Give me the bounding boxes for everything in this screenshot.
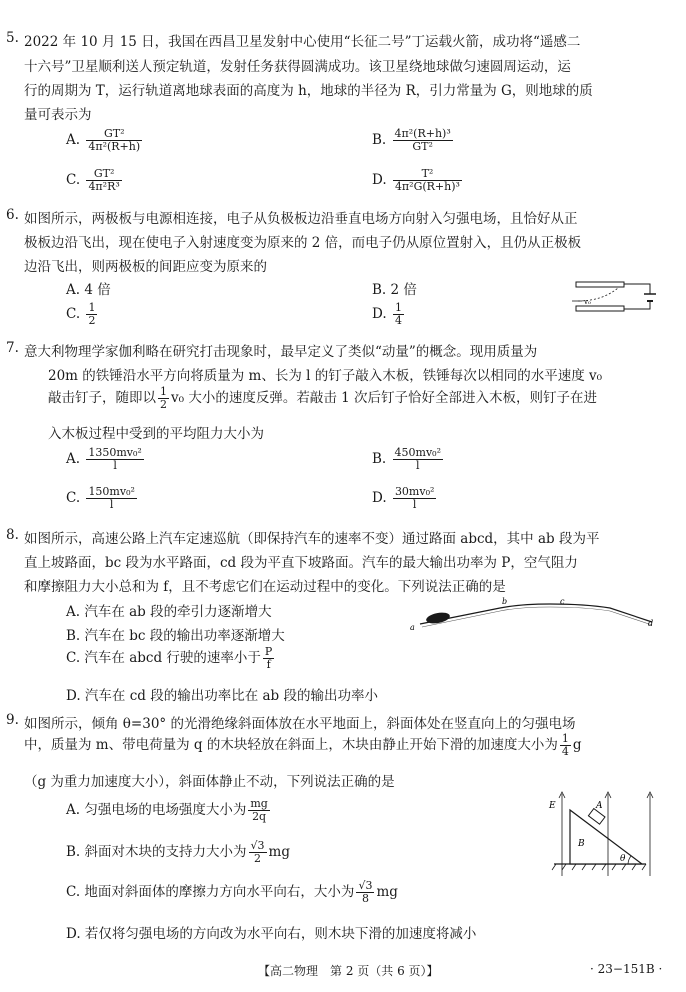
q6-option-a: A. 4 倍 bbox=[66, 282, 111, 298]
q5-option-a bbox=[66, 128, 144, 153]
page-footer: 【高二物理 第 2 页（共 6 页）】 bbox=[258, 964, 439, 978]
q9-option-a: A. 匀强电场的电场强度大小为 $\frac{mg}{2q}$ bbox=[66, 797, 268, 823]
car-icon bbox=[425, 611, 450, 625]
q9-option-b: B. 斜面对木块的支持力大小为 $\frac{√3}{2}$ mg bbox=[66, 839, 290, 865]
q5-number: 5. bbox=[6, 30, 19, 46]
label-c: c bbox=[560, 597, 565, 606]
q8-option-c: C. 汽车在 abcd 行驶的速率小于 $\frac{P}{f}$ bbox=[66, 645, 273, 671]
q9-text-line1: 如图所示，倾角 θ=30° 的光滑绝缘斜面体放在水平地面上，斜面体处在竖直向上的匀强电场 bbox=[24, 716, 576, 732]
q5-option-b bbox=[372, 128, 455, 153]
fraction: $\frac{P}{f}$ bbox=[264, 645, 273, 671]
option-label: C. bbox=[66, 306, 81, 322]
q6-option-d bbox=[372, 302, 406, 327]
option-label: C. bbox=[66, 172, 81, 188]
ground-hatching bbox=[552, 864, 646, 870]
q6-option-b: B. 2 倍 bbox=[372, 282, 417, 298]
fraction: $\frac{\text{GT²}}{\text{4π²(R+h)}}$ bbox=[88, 127, 141, 153]
q6-text-line2: 极板边沿飞出，现在使电子入射速度变为原来的 2 倍，而电子仍从原位置射入，且仍从正极板 bbox=[24, 235, 582, 251]
fraction: $\frac{\text{T²}}{\text{4π²G(R+h)³}}$ bbox=[394, 167, 460, 193]
option-label: B. bbox=[372, 132, 387, 148]
label-theta: θ bbox=[620, 854, 626, 864]
fraction: $\frac{1}{2}$ bbox=[160, 385, 167, 411]
q8-text-line3: 和摩擦阻力大小总和为 f，且不考虑它们在运动过程中的变化。下列说法正确的是 bbox=[24, 579, 506, 595]
fraction: $\frac{1}{4}$ bbox=[561, 732, 569, 758]
top-plate bbox=[576, 282, 624, 287]
fraction: $\frac{√3}{2}$ bbox=[250, 839, 265, 865]
q6-text-line1: 如图所示，两极板与电源相连接，电子从负极板边沿垂直电场方向射入匀强电场，且恰好从正 bbox=[24, 211, 578, 227]
fraction: $\frac{\text{1350mv₀²}}{l}$ bbox=[88, 446, 142, 472]
q8-number: 8. bbox=[6, 527, 19, 543]
q8-option-b: B. 汽车在 bc 段的输出功率逐渐增大 bbox=[66, 628, 285, 644]
label-d: d bbox=[648, 619, 654, 628]
fraction: $\frac{1}{4}$ bbox=[394, 301, 402, 327]
fraction: $\frac{mg}{2q}$ bbox=[250, 797, 268, 823]
label-A: A bbox=[596, 801, 603, 811]
q6-option-c bbox=[66, 302, 99, 327]
q5-text-line3: 行的周期为 T，运行轨道离地球表面的高度为 h，地球的半径为 R，引力常量为 G，则地球的质 bbox=[24, 83, 593, 99]
q7-text-line4: 入木板过程中受到的平均阻力大小为 bbox=[48, 426, 264, 442]
field-arrowheads bbox=[559, 792, 653, 798]
option-label: A. bbox=[66, 132, 81, 148]
q7-text-line2: 20m 的铁锤沿水平方向将质量为 m、长为 l 的钉子敲入木板，铁锤每次以相同的水平速度 v₀ bbox=[48, 368, 603, 384]
fraction: $\frac{√3}{8}$ bbox=[358, 879, 373, 905]
q6-text-line3: 边沿飞出，则两极板的间距应变为原来的 bbox=[24, 259, 267, 275]
incline-body bbox=[570, 810, 642, 864]
label-E: E bbox=[549, 801, 556, 811]
fraction: $\frac{1}{2}$ bbox=[88, 301, 96, 327]
q6-capacitor-figure bbox=[562, 274, 662, 322]
q5-text-line4: 量可表示为 bbox=[24, 107, 92, 123]
fraction: $\frac{\text{GT²}}{\text{4π²R³}}$ bbox=[88, 167, 120, 193]
q9-option-d: D. 若仅将匀强电场的方向改为水平向右，则木块下滑的加速度将减小 bbox=[66, 926, 477, 942]
label-a: a bbox=[410, 623, 415, 632]
option-label: D. bbox=[372, 172, 387, 188]
q9-text-line2: 中，质量为 m、带电荷量为 q 的木块轻放在斜面上，木块由静止开始下滑的加速度大小为 $\frac{1}{4}$ g bbox=[24, 732, 582, 758]
q7-option-a: A. $\frac{\text{1350mv₀²}}{l}$ bbox=[66, 446, 142, 472]
label-b: b bbox=[502, 597, 508, 606]
q7-number: 7. bbox=[6, 340, 19, 356]
q7-text-line3: 敲击钉子，随即以 $\frac{1}{2}$ v₀ 大小的速度反弹。若敲击 1 次后钉子恰好全部进入木板，则钉子在进 bbox=[48, 385, 598, 411]
q5-option-d bbox=[372, 168, 464, 193]
q8-option-a: A. 汽车在 ab 段的牵引力逐渐增大 bbox=[66, 604, 272, 620]
q9-option-c: C. 地面对斜面体的摩擦力方向水平向右，大小为 $\frac{√3}{8}$ mg bbox=[66, 879, 398, 905]
q8-road-figure bbox=[410, 596, 660, 632]
q9-text-line3: （g 为重力加速度大小），斜面体静止不动，下列说法正确的是 bbox=[24, 774, 395, 790]
page-code: · 23−151B · bbox=[590, 962, 663, 976]
q9-incline-figure bbox=[546, 786, 666, 886]
q9-number: 9. bbox=[6, 712, 19, 728]
bottom-plate bbox=[576, 306, 624, 311]
q6-number: 6. bbox=[6, 207, 19, 223]
label-B: B bbox=[578, 839, 585, 849]
circuit-wire bbox=[624, 284, 650, 309]
q8-option-d: D. 汽车在 cd 段的输出功率比在 ab 段的输出功率小 bbox=[66, 688, 378, 704]
q8-text-line1: 如图所示，高速公路上汽车定速巡航（即保持汽车的速率不变）通过路面 abcd，其中 ab 段为平 bbox=[24, 531, 600, 547]
fraction: $\frac{\text{4π²(R+h)³}}{\text{GT²}}$ bbox=[394, 127, 451, 153]
fraction: $\frac{\text{30mv₀²}}{l}$ bbox=[394, 485, 435, 511]
v0-label: v₀ bbox=[584, 298, 591, 306]
q5-text-line2: 十六号”卫星顺利送人预定轨道，发射任务获得圆满成功。该卫星绕地球做匀速圆周运动，运 bbox=[24, 59, 571, 75]
q7-option-c: C. $\frac{\text{150mv₀²}}{l}$ bbox=[66, 485, 135, 511]
fraction: $\frac{\text{150mv₀²}}{l}$ bbox=[88, 485, 135, 511]
q7-text-line1: 意大利物理学家伽利略在研究打击现象时，最早定义了类似“动量”的概念。现用质量为 bbox=[24, 344, 538, 360]
q8-text-line2: 直上坡路面，bc 段为水平路面，cd 段为平直下坡路面。汽车的最大输出功率为 P，空气阻力 bbox=[24, 555, 578, 571]
fraction: $\frac{\text{450mv₀²}}{l}$ bbox=[394, 446, 441, 472]
q5-option-c bbox=[66, 168, 124, 193]
option-label: D. bbox=[372, 306, 387, 322]
q7-option-b: B. $\frac{\text{450mv₀²}}{l}$ bbox=[372, 446, 441, 472]
q7-option-d: D. $\frac{\text{30mv₀²}}{l}$ bbox=[372, 485, 435, 511]
q5-text-line1: 2022 年 10 月 15 日，我国在西昌卫星发射中心使用“长征二号”丁运载火箭，成功将“遥感二 bbox=[24, 34, 581, 50]
